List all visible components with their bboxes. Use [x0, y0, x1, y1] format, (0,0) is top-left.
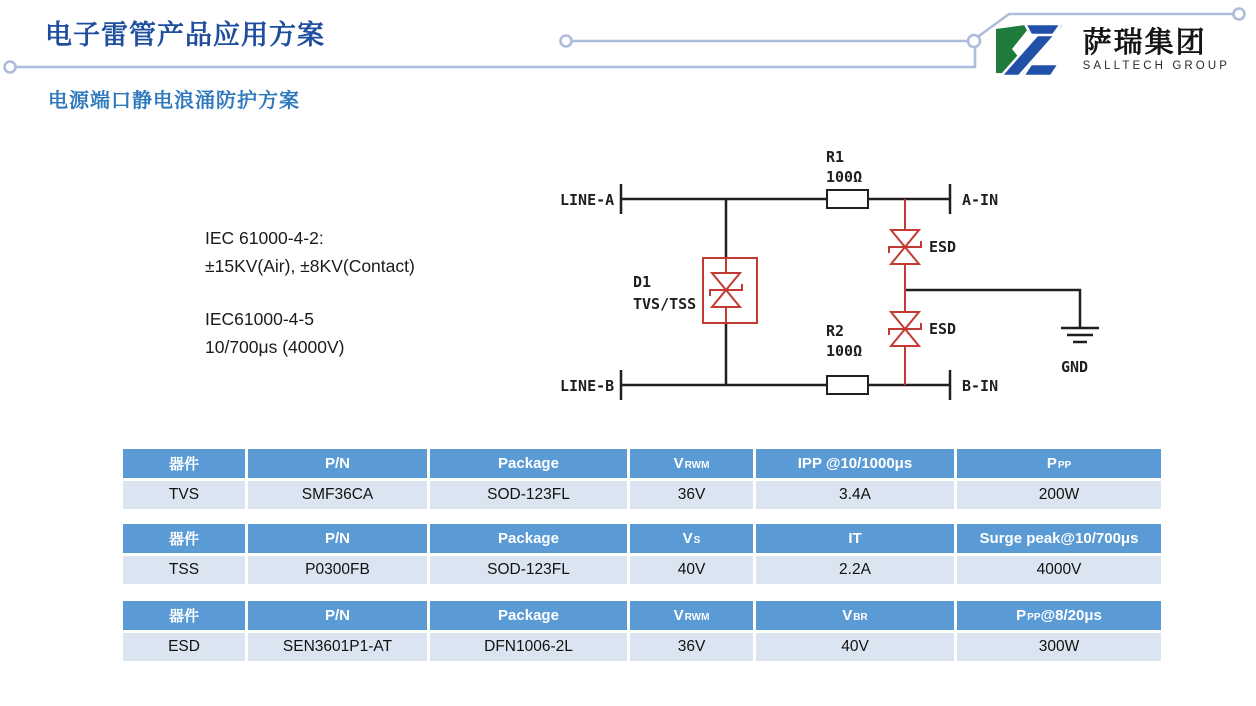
table-cell: SOD-123FL — [430, 481, 627, 509]
column-header — [957, 524, 1161, 553]
column-header — [630, 524, 753, 553]
column-header-text: P/N — [324, 530, 350, 547]
table-cell: DFN1006-2L — [430, 633, 627, 661]
label-r2-value: 100Ω — [826, 342, 863, 360]
column-header — [248, 601, 427, 630]
logo-text — [1083, 27, 1230, 73]
label-line-a: LINE-A — [560, 191, 615, 209]
column-header-text: 器件 — [168, 531, 199, 548]
table-cell: 40V — [630, 556, 753, 584]
column-header-text: P/N — [324, 607, 350, 624]
column-header-text: 器件 — [168, 456, 199, 473]
column-header-text: RWM — [684, 460, 710, 471]
column-header — [630, 449, 753, 478]
table-cell: 200W — [957, 481, 1161, 509]
column-header — [630, 601, 753, 630]
label-esd-top: ESD — [929, 238, 957, 256]
label-r1-value: 100Ω — [826, 168, 863, 186]
column-header — [957, 449, 1161, 478]
table-cell: SOD-123FL — [430, 556, 627, 584]
spec-table-tss — [123, 524, 1161, 584]
standard-line: 10/700μs (4000V) — [205, 337, 345, 357]
table-cell: SMF36CA — [248, 481, 427, 509]
esd-diode-top-symbol — [889, 199, 921, 290]
column-header-text: P — [1016, 607, 1027, 624]
column-header — [430, 524, 627, 553]
column-header-text: S — [693, 535, 701, 546]
column-header-text: V — [682, 530, 693, 547]
column-header-text: V — [673, 607, 684, 624]
column-header — [248, 524, 427, 553]
resistor-r2 — [827, 376, 868, 394]
column-header — [430, 449, 627, 478]
label-gnd: GND — [1061, 358, 1089, 376]
column-header-text: V — [842, 607, 853, 624]
column-header-text: PP — [1057, 460, 1072, 471]
column-header-text: RWM — [684, 612, 710, 623]
column-header — [123, 449, 245, 478]
column-header-text: Package — [498, 530, 559, 547]
column-header-text: P/N — [324, 455, 350, 472]
table-cell: 36V — [630, 481, 753, 509]
label-d1-type: TVS/TSS — [633, 295, 697, 313]
page-title: 电子雷管产品应用方案 — [45, 20, 325, 50]
table-cell: 36V — [630, 633, 753, 661]
column-header-text: P — [1046, 455, 1057, 472]
label-a-in: A-IN — [962, 191, 999, 209]
protection-circuit-diagram — [540, 140, 1120, 410]
column-header-text: Package — [498, 455, 559, 472]
section-subtitle: 电源端口静电浪涌防护方案 — [48, 90, 300, 112]
column-header — [248, 449, 427, 478]
column-header-text: IT — [848, 530, 862, 547]
column-header — [756, 449, 954, 478]
salltech-logo-icon — [995, 22, 1073, 78]
column-header — [756, 601, 954, 630]
logo-text-cn: 萨瑞集团 — [1082, 27, 1207, 59]
table-cell: 2.2A — [756, 556, 954, 584]
column-header-text: Surge peak@10/700μs — [979, 530, 1139, 547]
standards-text — [205, 224, 415, 361]
column-header — [957, 601, 1161, 630]
column-header-text: Package — [498, 607, 559, 624]
esd-diode-bottom-symbol — [889, 290, 921, 385]
table-cell: SEN3601P1-AT — [248, 633, 427, 661]
resistor-r1 — [827, 190, 868, 208]
spec-table-tvs — [123, 449, 1161, 509]
table-cell: TVS — [123, 481, 245, 509]
table-cell: 4000V — [957, 556, 1161, 584]
table-cell: 3.4A — [756, 481, 954, 509]
label-esd-bottom: ESD — [929, 320, 957, 338]
column-header — [123, 524, 245, 553]
table-cell: 40V — [756, 633, 954, 661]
logo-text-en: SALLTECH GROUP — [1082, 60, 1230, 72]
standard-line: ±15KV(Air), ±8KV(Contact) — [205, 256, 415, 276]
table-cell: P0300FB — [248, 556, 427, 584]
column-header-text: IPP @10/1000μs — [797, 455, 913, 472]
label-d1: D1 — [633, 273, 652, 291]
standard-line: IEC61000-4-5 — [205, 309, 314, 329]
column-header — [123, 601, 245, 630]
label-b-in: B-IN — [962, 377, 999, 395]
standard-line: IEC 61000-4-2: — [205, 228, 324, 248]
column-header-text: V — [673, 455, 684, 472]
label-line-b: LINE-B — [560, 377, 615, 395]
column-header-text: BR — [853, 612, 868, 623]
column-header-text: @8/20μs — [1040, 607, 1102, 624]
tvs-d1-symbol — [703, 258, 757, 323]
label-r2: R2 — [826, 322, 845, 340]
table-cell: 300W — [957, 633, 1161, 661]
spec-table-esd — [123, 601, 1161, 661]
company-logo — [995, 22, 1230, 78]
table-cell: ESD — [123, 633, 245, 661]
column-header-text: 器件 — [168, 608, 199, 625]
column-header — [430, 601, 627, 630]
column-header-text: PP — [1027, 612, 1041, 623]
label-r1: R1 — [826, 148, 845, 166]
column-header — [756, 524, 954, 553]
table-cell: TSS — [123, 556, 245, 584]
